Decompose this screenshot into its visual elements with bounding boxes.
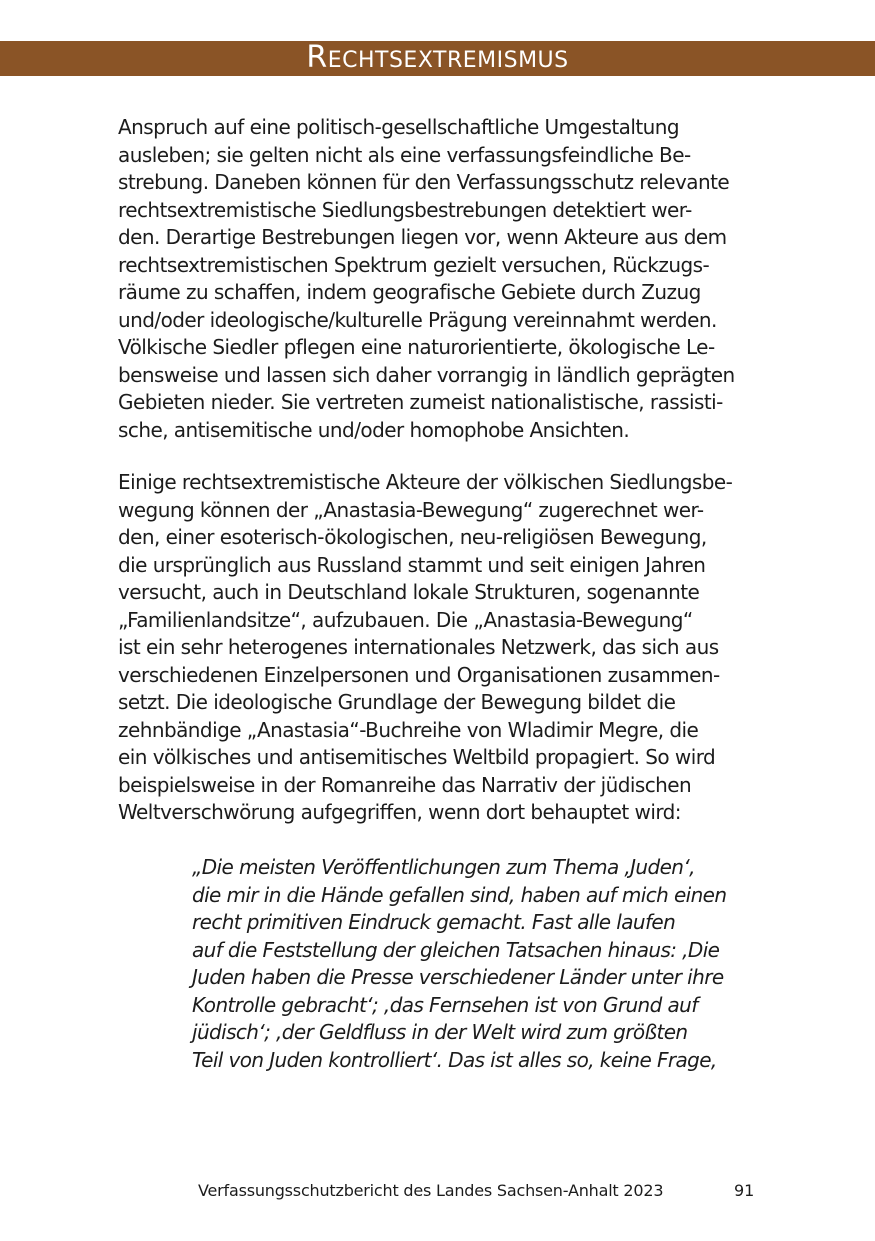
text-line: verschiedenen Einzelpersonen und Organisationen zusammen-: [118, 662, 720, 687]
text-line: Anspruch auf eine politisch-gesellschaftliche Umgestaltung: [118, 115, 680, 139]
text-line: Weltverschwörung aufgegriffen, wenn dort behauptet wird:: [118, 800, 681, 824]
text-line: „Familienlandsitze“, aufzubauen. Die „Anastasia-Bewegung“: [118, 607, 693, 632]
block-quote: [192, 854, 762, 1074]
chapter-header-bar: [0, 41, 875, 76]
text-line: sche, antisemitische und/oder homophobe Ansichten.: [118, 417, 630, 442]
chapter-title-initial: R: [306, 39, 328, 75]
quote-line: jüdisch‘; ‚der Geldfluss in der Welt wird zum größten: [192, 1020, 688, 1044]
quote-line: die mir in die Hände gefallen sind, haben auf mich einen: [192, 882, 727, 907]
text-line: Gebieten nieder. Sie vertreten zumeist nationalistische, rassisti-: [118, 390, 723, 414]
text-line: versucht, auch in Deutschland lokale Strukturen, sogenannte: [118, 580, 700, 604]
quote-line: auf die Feststellung der gleichen Tatsachen hinaus: ‚Die: [192, 937, 720, 962]
text-line: den, einer esoterisch-ökologischen, neu-religiösen Bewegung,: [118, 525, 707, 549]
quote-line: „Die meisten Veröffentlichungen zum Thema ‚Juden‘,: [192, 855, 695, 879]
text-line: wegung können der „Anastasia-Bewegung“ zugerechnet wer-: [118, 497, 704, 522]
text-line: und/oder ideologische/kulturelle Prägung vereinnahmt werden.: [118, 307, 717, 332]
text-line: zehnbändige „Anastasia“-Buchreihe von Wladimir Megre, die: [118, 717, 699, 742]
text-line: ausleben; sie gelten nicht als eine verfassungsfeindliche Be-: [118, 142, 691, 167]
text-line: bensweise und lassen sich daher vorrangig in ländlich geprägten: [118, 362, 735, 387]
text-line: Völkische Siedler pflegen eine naturorientierte, ökologische Le-: [118, 335, 715, 359]
text-line: ist ein sehr heterogenes internationales Netzwerk, das sich aus: [118, 635, 719, 659]
text-line: den. Derartige Bestrebungen liegen vor, wenn Akteure aus dem: [118, 225, 727, 249]
text-line: die ursprünglich aus Russland stammt und seit einigen Jahren: [118, 552, 706, 577]
quote-line: Juden haben die Presse verschiedener Länder unter ihre: [192, 965, 724, 989]
quote-line: Kontrolle gebracht‘; ‚das Fernsehen ist von Grund auf: [192, 992, 698, 1017]
text-line: ein völkisches und antisemitisches Weltbild propagiert. So wird: [118, 745, 716, 769]
body-paragraph-2: [118, 469, 758, 827]
body-paragraph-1: [118, 114, 758, 444]
text-line: rechtsextremistische Siedlungsbestrebungen detektiert wer-: [118, 197, 692, 222]
page-number: 91: [734, 1181, 755, 1200]
text-line: Einige rechtsextremistische Akteure der völkischen Siedlungsbe-: [118, 470, 733, 494]
chapter-title: [306, 40, 568, 78]
text-line: rechtsextremistischen Spektrum gezielt versuchen, Rückzugs-: [118, 252, 710, 277]
footer-publication-title: Verfassungsschutzbericht des Landes Sachsen-Anhalt 2023: [198, 1181, 664, 1200]
quote-line: recht primitiven Eindruck gemacht. Fast alle laufen: [192, 910, 676, 934]
quote-line: Teil von Juden kontrolliert‘. Das ist alles so, keine Frage,: [192, 1047, 717, 1072]
chapter-title-rest: ECHTSEXTREMISMUS: [327, 47, 569, 73]
text-line: beispielsweise in der Romanreihe das Narrativ der jüdischen: [118, 772, 692, 797]
text-line: setzt. Die ideologische Grundlage der Bewegung bildet die: [118, 690, 676, 714]
text-line: strebung. Daneben können für den Verfassungsschutz relevante: [118, 170, 730, 194]
text-line: räume zu schaffen, indem geografische Gebiete durch Zuzug: [118, 280, 701, 304]
